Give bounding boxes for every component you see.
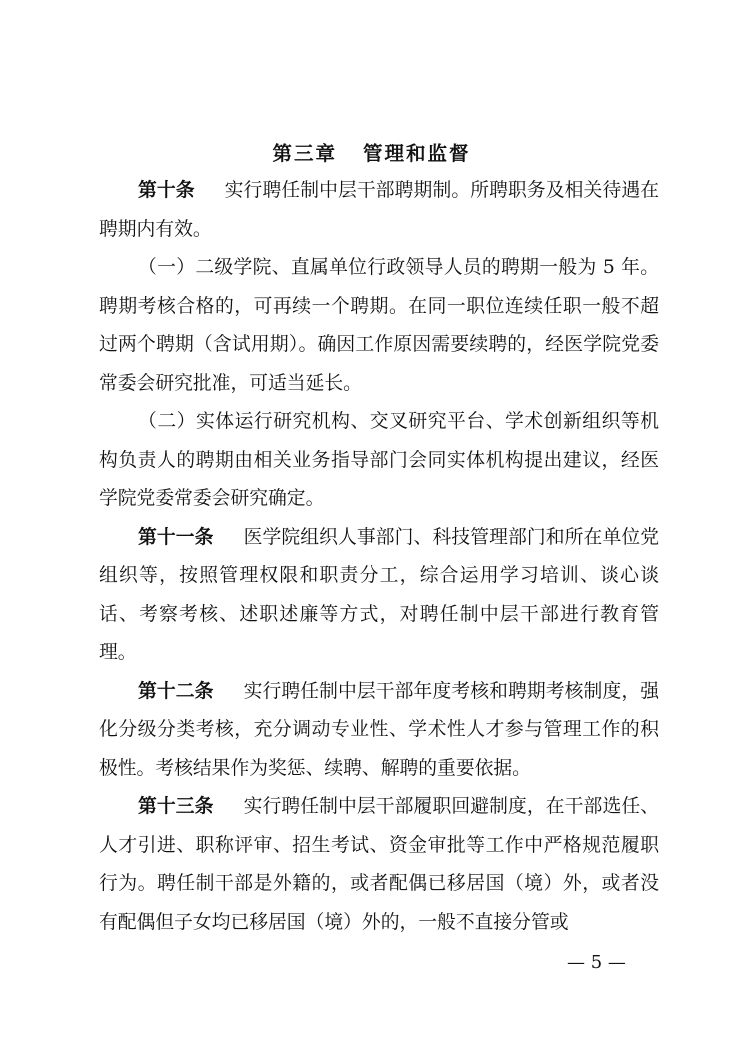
paragraph-text: 实行聘任制中层干部年度考核和聘期考核制度，强化分级分类考核，充分调动专业性、学术性人才参与管理工作的积极性。考核结果作为奖惩、续聘、解聘的重要依据。 xyxy=(99,680,660,779)
document-body xyxy=(99,172,659,942)
chapter-name: 管理和监督 xyxy=(363,142,471,165)
article-12-paragraph xyxy=(99,673,659,789)
article-number: 第十二条 xyxy=(138,680,214,702)
article-number: 第十条 xyxy=(138,180,195,201)
page-number: — 5 — xyxy=(567,952,626,973)
chapter-title xyxy=(0,138,743,166)
article-13-paragraph xyxy=(99,788,659,942)
article-10-paragraph xyxy=(99,172,659,249)
sub-item-1-paragraph xyxy=(99,249,659,403)
chapter-number: 第三章 xyxy=(272,142,337,165)
paragraph-text: 实行聘任制中层干部履职回避制度，在干部选任、人才引进、职称评审、招生考试、资金审批等工作中严格规范履职行为。聘任制干部是外籍的，或者配偶已移居国（境）外，或者没有配偶但子女均已移居国（境）外的，一般不直接分管或 xyxy=(99,796,660,933)
article-11-paragraph xyxy=(99,519,659,673)
article-number: 第十三条 xyxy=(138,796,214,817)
paragraph-text: （二）实体运行研究机构、交叉研究平台、学术创新组织等机构负责人的聘期由相关业务指导部门会同实体机构提出建议，经医学院党委常委会研究确定。 xyxy=(99,411,659,509)
sub-item-2-paragraph xyxy=(99,403,659,519)
paragraph-text: （一）二级学院、直属单位行政领导人员的聘期一般为 5 年。聘期考核合格的，可再续一个聘期。在同一职位连续任职一般不超过两个聘期（含试用期）。确因工作原因需要续聘的，经医学院党委常委会研究批准，可适当延长。 xyxy=(99,257,659,394)
paragraph-text: 医学院组织人事部门、科技管理部门和所在单位党组织等，按照管理权限和职责分工，综合运用学习培训、谈心谈话、考察考核、述职述廉等方式，对聘任制中层干部进行教育管理。 xyxy=(99,526,660,663)
paragraph-text: 实行聘任制中层干部聘期制。所聘职务及相关待遇在聘期内有效。 xyxy=(99,180,660,240)
article-number: 第十一条 xyxy=(138,526,214,548)
